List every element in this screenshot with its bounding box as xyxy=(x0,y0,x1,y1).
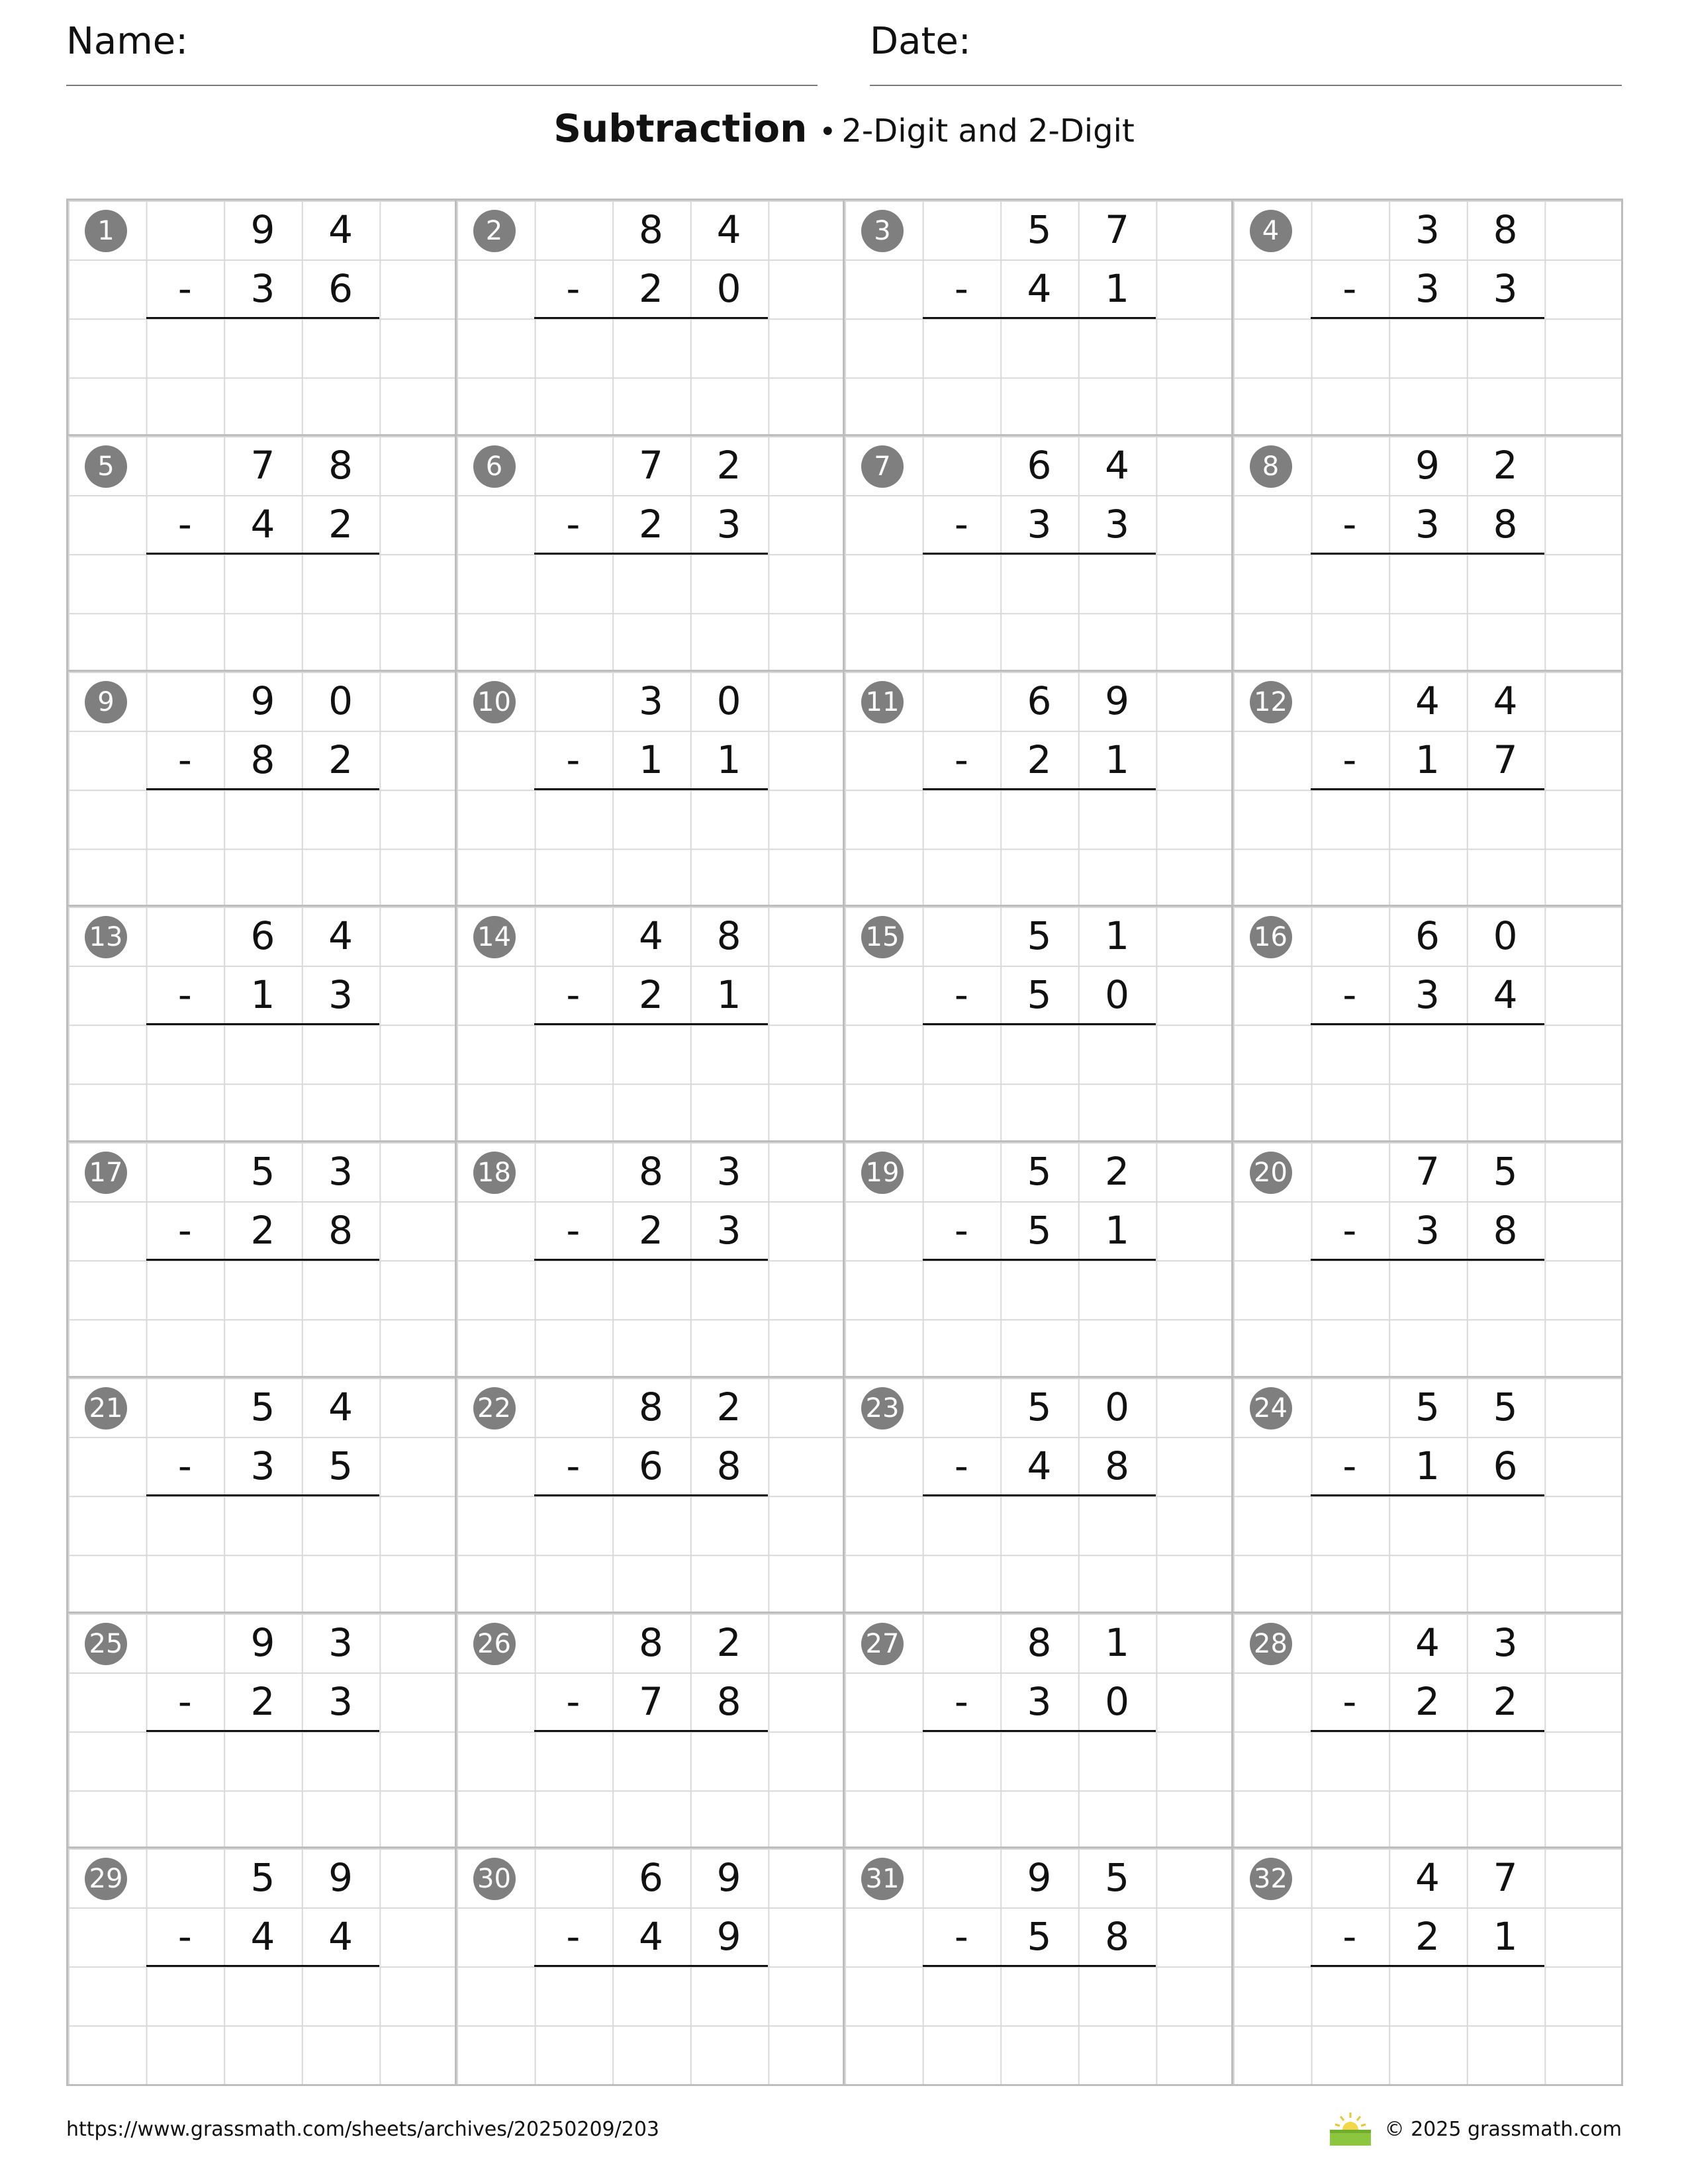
minuend-tens-digit: 9 xyxy=(1415,442,1440,488)
problem-number-badge: 1 xyxy=(85,210,127,252)
answer-line xyxy=(923,1023,1156,1025)
minuend-ones-digit: 8 xyxy=(328,442,353,488)
minuend-tens-digit: 5 xyxy=(1027,207,1052,252)
problem-cell xyxy=(457,1848,845,2084)
minus-sign: - xyxy=(177,266,192,311)
subtrahend-ones-digit: 3 xyxy=(716,501,741,547)
subtrahend-tens-digit: 2 xyxy=(1027,737,1052,782)
subtrahend-ones-digit: 1 xyxy=(716,972,741,1018)
minuend-tens-digit: 5 xyxy=(250,1855,275,1901)
answer-line xyxy=(923,1259,1156,1261)
answer-line xyxy=(923,788,1156,790)
problem-number-badge: 19 xyxy=(861,1152,904,1194)
minuend-ones-digit: 3 xyxy=(716,1149,741,1194)
subtrahend-ones-digit: 5 xyxy=(328,1443,353,1488)
minuend-tens-digit: 5 xyxy=(1415,1384,1440,1430)
minus-sign: - xyxy=(954,972,968,1018)
problem-cell xyxy=(845,907,1233,1142)
problem-grid xyxy=(66,199,1623,2086)
answer-line xyxy=(146,553,380,555)
answer-line xyxy=(534,1730,768,1732)
subtrahend-tens-digit: 3 xyxy=(1027,1678,1052,1724)
problem-number-badge: 29 xyxy=(85,1858,127,1900)
problem-cell xyxy=(1233,1142,1622,1378)
minus-sign: - xyxy=(1342,737,1357,782)
subtrahend-ones-digit: 1 xyxy=(1105,266,1130,311)
minuend-ones-digit: 4 xyxy=(328,1384,353,1430)
problem-number-badge: 14 xyxy=(473,916,516,958)
minus-sign: - xyxy=(954,501,968,547)
minuend-ones-digit: 2 xyxy=(716,442,741,488)
subtrahend-ones-digit: 1 xyxy=(1105,737,1130,782)
minuend-ones-digit: 7 xyxy=(1493,1855,1518,1901)
subtrahend-tens-digit: 7 xyxy=(639,1678,663,1724)
minuend-ones-digit: 1 xyxy=(1105,913,1130,959)
problem-number-badge: 32 xyxy=(1250,1858,1292,1900)
minus-sign: - xyxy=(1342,501,1357,547)
answer-line xyxy=(923,1965,1156,1967)
problem-number-badge: 8 xyxy=(1250,445,1292,488)
answer-line xyxy=(923,1730,1156,1732)
problem-cell xyxy=(845,436,1233,672)
answer-line xyxy=(1311,1730,1544,1732)
minuend-ones-digit: 2 xyxy=(716,1619,741,1665)
subtrahend-tens-digit: 4 xyxy=(639,1914,663,1960)
minus-sign: - xyxy=(566,972,581,1018)
answer-line xyxy=(146,1023,380,1025)
minus-sign: - xyxy=(177,1443,192,1488)
subtrahend-tens-digit: 1 xyxy=(1415,737,1440,782)
subtrahend-tens-digit: 5 xyxy=(1027,1208,1052,1253)
subtrahend-tens-digit: 1 xyxy=(1415,1443,1440,1488)
minus-sign: - xyxy=(1342,1914,1357,1960)
problem-number-badge: 12 xyxy=(1250,681,1292,723)
subtrahend-ones-digit: 8 xyxy=(1493,1208,1518,1253)
subtrahend-tens-digit: 3 xyxy=(1027,501,1052,547)
minuend-ones-digit: 0 xyxy=(716,678,741,723)
answer-line xyxy=(146,317,380,319)
problem-number-badge: 15 xyxy=(861,916,904,958)
minuend-tens-digit: 6 xyxy=(1415,913,1440,959)
problem-number-badge: 6 xyxy=(473,445,516,488)
subtrahend-ones-digit: 1 xyxy=(716,737,741,782)
subtrahend-ones-digit: 6 xyxy=(1493,1443,1518,1488)
problem-number-badge: 31 xyxy=(861,1858,904,1900)
sun-over-grass-icon xyxy=(1327,2110,1374,2147)
minuend-tens-digit: 8 xyxy=(639,1149,663,1194)
answer-line xyxy=(923,317,1156,319)
minuend-tens-digit: 8 xyxy=(639,1384,663,1430)
problem-cell xyxy=(1233,201,1622,436)
problem-cell xyxy=(68,1614,457,1849)
subtrahend-tens-digit: 5 xyxy=(1027,1914,1052,1960)
subtrahend-tens-digit: 1 xyxy=(250,972,275,1018)
problem-cell xyxy=(68,907,457,1142)
minuend-tens-digit: 9 xyxy=(1027,1855,1052,1901)
minuend-tens-digit: 7 xyxy=(250,442,275,488)
problem-number-badge: 30 xyxy=(473,1858,516,1900)
subtrahend-tens-digit: 3 xyxy=(1415,972,1440,1018)
minuend-tens-digit: 8 xyxy=(639,1619,663,1665)
subtrahend-ones-digit: 0 xyxy=(716,266,741,311)
minuend-ones-digit: 2 xyxy=(1493,442,1518,488)
minuend-ones-digit: 2 xyxy=(716,1384,741,1430)
answer-line xyxy=(1311,1494,1544,1496)
answer-line xyxy=(534,1965,768,1967)
problem-cell xyxy=(68,672,457,907)
problem-cell xyxy=(845,201,1233,436)
problem-number-badge: 22 xyxy=(473,1387,516,1430)
answer-line xyxy=(534,1259,768,1261)
problem-number-badge: 21 xyxy=(85,1387,127,1430)
minuend-tens-digit: 3 xyxy=(639,678,663,723)
problem-number-badge: 17 xyxy=(85,1152,127,1194)
minus-sign: - xyxy=(566,1443,581,1488)
minus-sign: - xyxy=(1342,1678,1357,1724)
subtrahend-ones-digit: 8 xyxy=(1105,1914,1130,1960)
minus-sign: - xyxy=(954,266,968,311)
date-field[interactable] xyxy=(870,20,1622,66)
minuend-ones-digit: 9 xyxy=(1105,678,1130,723)
minuend-ones-digit: 4 xyxy=(1493,678,1518,723)
problem-number-badge: 5 xyxy=(85,445,127,488)
minuend-ones-digit: 8 xyxy=(716,913,741,959)
answer-line xyxy=(146,1730,380,1732)
minuend-tens-digit: 4 xyxy=(1415,1619,1440,1665)
subtrahend-tens-digit: 3 xyxy=(250,266,275,311)
problem-number-badge: 27 xyxy=(861,1623,904,1665)
answer-line xyxy=(146,1259,380,1261)
minuend-tens-digit: 4 xyxy=(639,913,663,959)
minuend-ones-digit: 3 xyxy=(328,1149,353,1194)
minuend-tens-digit: 3 xyxy=(1415,207,1440,252)
name-label: Name: xyxy=(66,20,189,63)
minuend-ones-digit: 3 xyxy=(328,1619,353,1665)
minus-sign: - xyxy=(1342,972,1357,1018)
answer-line xyxy=(1311,1023,1544,1025)
minuend-tens-digit: 9 xyxy=(250,207,275,252)
problem-cell xyxy=(845,1614,1233,1849)
subtrahend-tens-digit: 1 xyxy=(639,737,663,782)
subtrahend-ones-digit: 8 xyxy=(1105,1443,1130,1488)
problem-cell xyxy=(68,1848,457,2084)
minuend-ones-digit: 8 xyxy=(1493,207,1518,252)
answer-line xyxy=(146,1965,380,1967)
answer-line xyxy=(146,1494,380,1496)
date-underline xyxy=(870,85,1622,86)
subtrahend-ones-digit: 1 xyxy=(1105,1208,1130,1253)
subtrahend-ones-digit: 0 xyxy=(1105,1678,1130,1724)
subtrahend-tens-digit: 2 xyxy=(250,1208,275,1253)
problem-number-badge: 10 xyxy=(473,681,516,723)
minuend-tens-digit: 5 xyxy=(1027,913,1052,959)
subtrahend-tens-digit: 3 xyxy=(1415,501,1440,547)
title-separator: • xyxy=(819,115,837,149)
name-field[interactable] xyxy=(66,20,818,66)
subtrahend-ones-digit: 7 xyxy=(1493,737,1518,782)
problem-number-badge: 25 xyxy=(85,1623,127,1665)
minus-sign: - xyxy=(177,972,192,1018)
problem-cell xyxy=(457,201,845,436)
answer-line xyxy=(534,788,768,790)
problem-cell xyxy=(845,672,1233,907)
problem-cell xyxy=(1233,1848,1622,2084)
minuend-ones-digit: 4 xyxy=(716,207,741,252)
title-main: Subtraction xyxy=(553,106,808,151)
problem-cell xyxy=(845,1848,1233,2084)
problem-cell xyxy=(68,436,457,672)
minuend-ones-digit: 0 xyxy=(1493,913,1518,959)
problem-number-badge: 7 xyxy=(861,445,904,488)
answer-line xyxy=(534,553,768,555)
title-subtitle: 2-Digit and 2-Digit xyxy=(841,113,1135,150)
problem-cell xyxy=(845,1142,1233,1378)
subtrahend-ones-digit: 3 xyxy=(1493,266,1518,311)
minuend-tens-digit: 8 xyxy=(1027,1619,1052,1665)
minuend-tens-digit: 6 xyxy=(1027,678,1052,723)
problem-number-badge: 28 xyxy=(1250,1623,1292,1665)
subtrahend-tens-digit: 4 xyxy=(250,501,275,547)
problem-cell xyxy=(68,201,457,436)
minuend-ones-digit: 9 xyxy=(716,1855,741,1901)
problem-number-badge: 18 xyxy=(473,1152,516,1194)
date-label: Date: xyxy=(870,20,971,63)
minuend-ones-digit: 4 xyxy=(328,913,353,959)
minus-sign: - xyxy=(566,1678,581,1724)
minuend-tens-digit: 5 xyxy=(250,1384,275,1430)
subtrahend-ones-digit: 3 xyxy=(328,1678,353,1724)
answer-line xyxy=(1311,1259,1544,1261)
subtrahend-ones-digit: 1 xyxy=(1493,1914,1518,1960)
subtrahend-ones-digit: 8 xyxy=(1493,501,1518,547)
subtrahend-tens-digit: 2 xyxy=(639,266,663,311)
problem-number-badge: 3 xyxy=(861,210,904,252)
minus-sign: - xyxy=(566,1208,581,1253)
minuend-tens-digit: 5 xyxy=(250,1149,275,1194)
minuend-tens-digit: 9 xyxy=(250,1619,275,1665)
minuend-ones-digit: 9 xyxy=(328,1855,353,1901)
problem-number-badge: 13 xyxy=(85,916,127,958)
minus-sign: - xyxy=(177,1208,192,1253)
minuend-ones-digit: 5 xyxy=(1105,1855,1130,1901)
minuend-tens-digit: 7 xyxy=(1415,1149,1440,1194)
problem-cell xyxy=(457,1378,845,1614)
subtrahend-tens-digit: 2 xyxy=(1415,1678,1440,1724)
minuend-tens-digit: 8 xyxy=(639,207,663,252)
minus-sign: - xyxy=(1342,266,1357,311)
subtrahend-tens-digit: 6 xyxy=(639,1443,663,1488)
problem-cell xyxy=(1233,672,1622,907)
answer-line xyxy=(1311,788,1544,790)
minuend-tens-digit: 6 xyxy=(250,913,275,959)
minuend-ones-digit: 2 xyxy=(1105,1149,1130,1194)
minus-sign: - xyxy=(566,737,581,782)
problem-number-badge: 23 xyxy=(861,1387,904,1430)
minus-sign: - xyxy=(1342,1443,1357,1488)
minus-sign: - xyxy=(177,1914,192,1960)
minuend-tens-digit: 5 xyxy=(1027,1149,1052,1194)
problem-cell xyxy=(845,1378,1233,1614)
problem-cell xyxy=(1233,1378,1622,1614)
minuend-tens-digit: 4 xyxy=(1415,678,1440,723)
minuend-tens-digit: 4 xyxy=(1415,1855,1440,1901)
subtrahend-tens-digit: 4 xyxy=(250,1914,275,1960)
minuend-ones-digit: 7 xyxy=(1105,207,1130,252)
subtrahend-ones-digit: 3 xyxy=(1105,501,1130,547)
problem-cell xyxy=(1233,907,1622,1142)
problem-cell xyxy=(1233,436,1622,672)
problem-cell xyxy=(457,907,845,1142)
answer-line xyxy=(534,317,768,319)
minuend-tens-digit: 7 xyxy=(639,442,663,488)
problem-cell xyxy=(457,672,845,907)
problem-cell xyxy=(68,1378,457,1614)
minuend-ones-digit: 5 xyxy=(1493,1149,1518,1194)
minus-sign: - xyxy=(954,1443,968,1488)
subtrahend-ones-digit: 6 xyxy=(328,266,353,311)
subtrahend-ones-digit: 2 xyxy=(328,501,353,547)
footer-url: https://www.grassmath.com/sheets/archives/20250209/203 xyxy=(66,2118,660,2141)
problem-cell xyxy=(457,1142,845,1378)
minus-sign: - xyxy=(954,737,968,782)
subtrahend-tens-digit: 3 xyxy=(250,1443,275,1488)
answer-line xyxy=(1311,317,1544,319)
subtrahend-ones-digit: 8 xyxy=(716,1678,741,1724)
name-underline xyxy=(66,85,818,86)
subtrahend-ones-digit: 2 xyxy=(1493,1678,1518,1724)
answer-line xyxy=(1311,1965,1544,1967)
subtrahend-ones-digit: 3 xyxy=(328,972,353,1018)
problem-number-badge: 9 xyxy=(85,681,127,723)
minus-sign: - xyxy=(177,737,192,782)
minuend-ones-digit: 3 xyxy=(1493,1619,1518,1665)
problem-number-badge: 11 xyxy=(861,681,904,723)
answer-line xyxy=(923,1494,1156,1496)
subtrahend-tens-digit: 4 xyxy=(1027,1443,1052,1488)
subtrahend-ones-digit: 8 xyxy=(716,1443,741,1488)
minus-sign: - xyxy=(954,1914,968,1960)
answer-line xyxy=(534,1494,768,1496)
minus-sign: - xyxy=(954,1208,968,1253)
minus-sign: - xyxy=(954,1678,968,1724)
minus-sign: - xyxy=(177,1678,192,1724)
subtrahend-ones-digit: 3 xyxy=(716,1208,741,1253)
minuend-tens-digit: 9 xyxy=(250,678,275,723)
subtrahend-tens-digit: 2 xyxy=(1415,1914,1440,1960)
answer-line xyxy=(534,1023,768,1025)
problem-number-badge: 24 xyxy=(1250,1387,1292,1430)
problem-number-badge: 20 xyxy=(1250,1152,1292,1194)
minuend-ones-digit: 5 xyxy=(1493,1384,1518,1430)
minuend-tens-digit: 5 xyxy=(1027,1384,1052,1430)
subtrahend-tens-digit: 8 xyxy=(250,737,275,782)
subtrahend-ones-digit: 0 xyxy=(1105,972,1130,1018)
problem-cell xyxy=(68,1142,457,1378)
subtrahend-tens-digit: 4 xyxy=(1027,266,1052,311)
problem-number-badge: 2 xyxy=(473,210,516,252)
answer-line xyxy=(1311,553,1544,555)
minuend-tens-digit: 6 xyxy=(1027,442,1052,488)
minus-sign: - xyxy=(1342,1208,1357,1253)
minus-sign: - xyxy=(566,1914,581,1960)
subtrahend-tens-digit: 2 xyxy=(639,1208,663,1253)
minuend-ones-digit: 4 xyxy=(1105,442,1130,488)
problem-cell xyxy=(457,1614,845,1849)
subtrahend-ones-digit: 8 xyxy=(328,1208,353,1253)
subtrahend-tens-digit: 2 xyxy=(250,1678,275,1724)
answer-line xyxy=(923,553,1156,555)
subtrahend-tens-digit: 2 xyxy=(639,501,663,547)
problem-cell xyxy=(1233,1614,1622,1849)
subtrahend-tens-digit: 3 xyxy=(1415,1208,1440,1253)
footer-copyright: © 2025 grassmath.com xyxy=(1384,2118,1622,2141)
problem-number-badge: 26 xyxy=(473,1623,516,1665)
minus-sign: - xyxy=(177,501,192,547)
minus-sign: - xyxy=(566,501,581,547)
subtrahend-ones-digit: 9 xyxy=(716,1914,741,1960)
minuend-tens-digit: 6 xyxy=(639,1855,663,1901)
minuend-ones-digit: 0 xyxy=(1105,1384,1130,1430)
subtrahend-tens-digit: 3 xyxy=(1415,266,1440,311)
minus-sign: - xyxy=(566,266,581,311)
answer-line xyxy=(146,788,380,790)
subtrahend-ones-digit: 4 xyxy=(1493,972,1518,1018)
subtrahend-ones-digit: 2 xyxy=(328,737,353,782)
subtrahend-ones-digit: 4 xyxy=(328,1914,353,1960)
problem-cell xyxy=(457,436,845,672)
minuend-ones-digit: 4 xyxy=(328,207,353,252)
subtrahend-tens-digit: 5 xyxy=(1027,972,1052,1018)
minuend-ones-digit: 1 xyxy=(1105,1619,1130,1665)
subtrahend-tens-digit: 2 xyxy=(639,972,663,1018)
worksheet-title xyxy=(0,106,1688,151)
problem-number-badge: 4 xyxy=(1250,210,1292,252)
problem-number-badge: 16 xyxy=(1250,916,1292,958)
minuend-ones-digit: 0 xyxy=(328,678,353,723)
